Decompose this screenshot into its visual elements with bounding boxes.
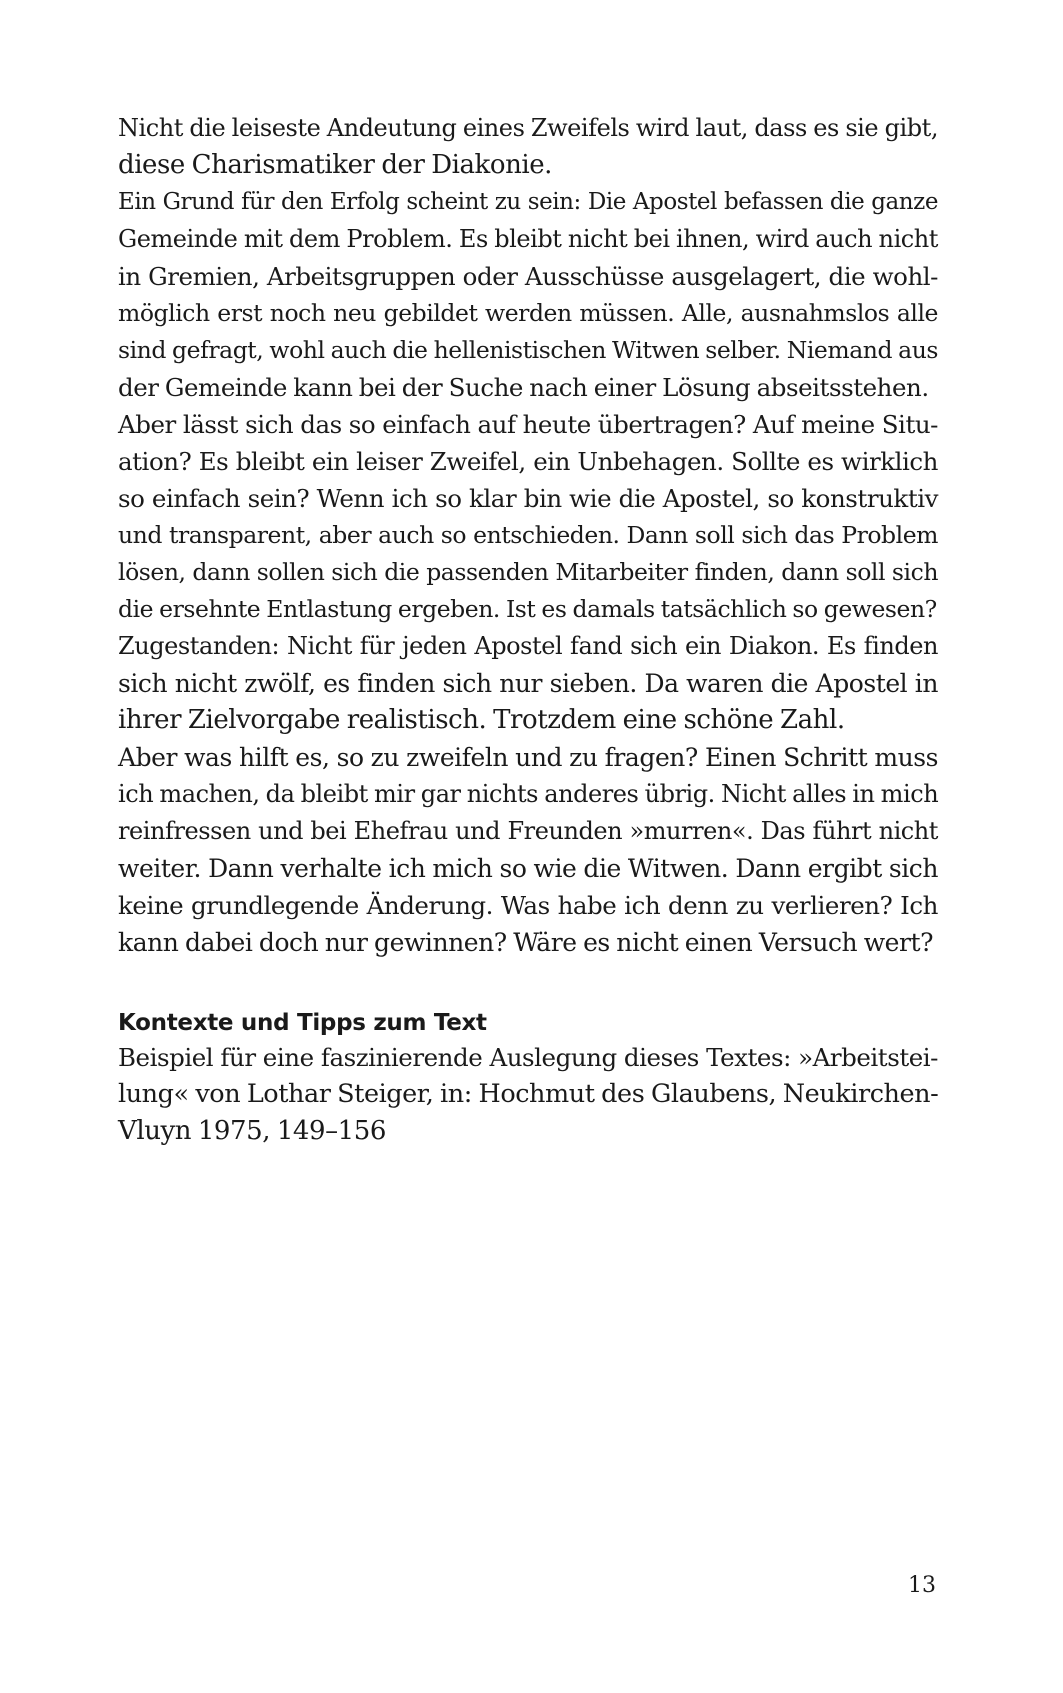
text-line: reinfressen und bei Ehefrau und Freunden »murren«. Das führt nicht xyxy=(118,817,938,845)
text-line: ation? Es bleibt ein leiser Zweifel, ein Unbehagen. Sollte es wirklich xyxy=(118,447,938,476)
text-line: Aber was hilft es, so zu zweifeln und zu fragen? Einen Schritt muss xyxy=(118,743,938,772)
paragraph xyxy=(118,110,938,184)
paragraph xyxy=(118,628,938,739)
text-line: ich machen, da bleibt mir gar nichts anderes übrig. Nicht alles in mich xyxy=(118,780,939,808)
page-number: 13 xyxy=(908,1573,936,1598)
paragraph xyxy=(118,406,938,628)
paragraph xyxy=(118,739,938,961)
text-line: kann dabei doch nur gewinnen? Wäre es nicht einen Versuch wert? xyxy=(118,928,934,957)
paragraph xyxy=(118,184,938,406)
text-line: Zugestanden: Nicht für jeden Apostel fand sich ein Diakon. Es finden xyxy=(118,632,938,660)
text-line: weiter. Dann verhalte ich mich so wie die Witwen. Dann ergibt sich xyxy=(118,854,938,883)
text-line: ihrer Zielvorgabe realistisch. Trotzdem eine schöne Zahl. xyxy=(118,705,845,735)
text-line: sich nicht zwölf, es finden sich nur sieben. Da waren die Apostel in xyxy=(118,669,938,698)
text-line: und transparent, aber auch so entschieden. Dann soll sich das Problem xyxy=(118,521,938,549)
text-line: Aber lässt sich das so einfach auf heute übertragen? Auf meine Situ- xyxy=(118,410,938,439)
text-line: Vluyn 1975, 149–156 xyxy=(118,1116,386,1146)
text-line: Beispiel für eine faszinierende Auslegung dieses Textes: »Arbeitstei- xyxy=(118,1043,938,1072)
section-heading: Kontexte und Tipps zum Text xyxy=(118,1010,487,1036)
text-line: lung« von Lothar Steiger, in: Hochmut des Glaubens, Neukirchen- xyxy=(118,1079,939,1109)
text-line: Ein Grund für den Erfolg scheint zu sein: Die Apostel befassen die ganze xyxy=(118,189,938,215)
text-line: in Gremien, Arbeitsgruppen oder Ausschüsse ausgelagert, die wohl- xyxy=(118,262,938,291)
text-line: keine grundlegende Änderung. Was habe ich denn zu verlieren? Ich xyxy=(118,891,938,920)
text-line: lösen, dann sollen sich die passenden Mitarbeiter finden, dann soll sich xyxy=(118,558,938,586)
section-text xyxy=(118,1039,938,1150)
body-text xyxy=(118,110,938,961)
text-line: so einfach sein? Wenn ich so klar bin wie die Apostel, so konstruktiv xyxy=(118,484,938,513)
text-line: diese Charismatiker der Diakonie. xyxy=(118,150,552,180)
text-line: Gemeinde mit dem Problem. Es bleibt nicht bei ihnen, wird auch nicht xyxy=(118,225,938,253)
text-line: der Gemeinde kann bei der Suche nach einer Lösung abseitsstehen. xyxy=(118,373,929,402)
text-line: Nicht die leiseste Andeutung eines Zweifels wird laut, dass es sie gibt, xyxy=(118,114,938,142)
text-line: die ersehnte Entlastung ergeben. Ist es damals tatsächlich so gewesen? xyxy=(118,595,937,623)
text-line: sind gefragt, wohl auch die hellenistischen Witwen selber. Niemand aus xyxy=(118,336,938,364)
text-line: möglich erst noch neu gebildet werden müssen. Alle, ausnahmslos alle xyxy=(118,299,938,327)
